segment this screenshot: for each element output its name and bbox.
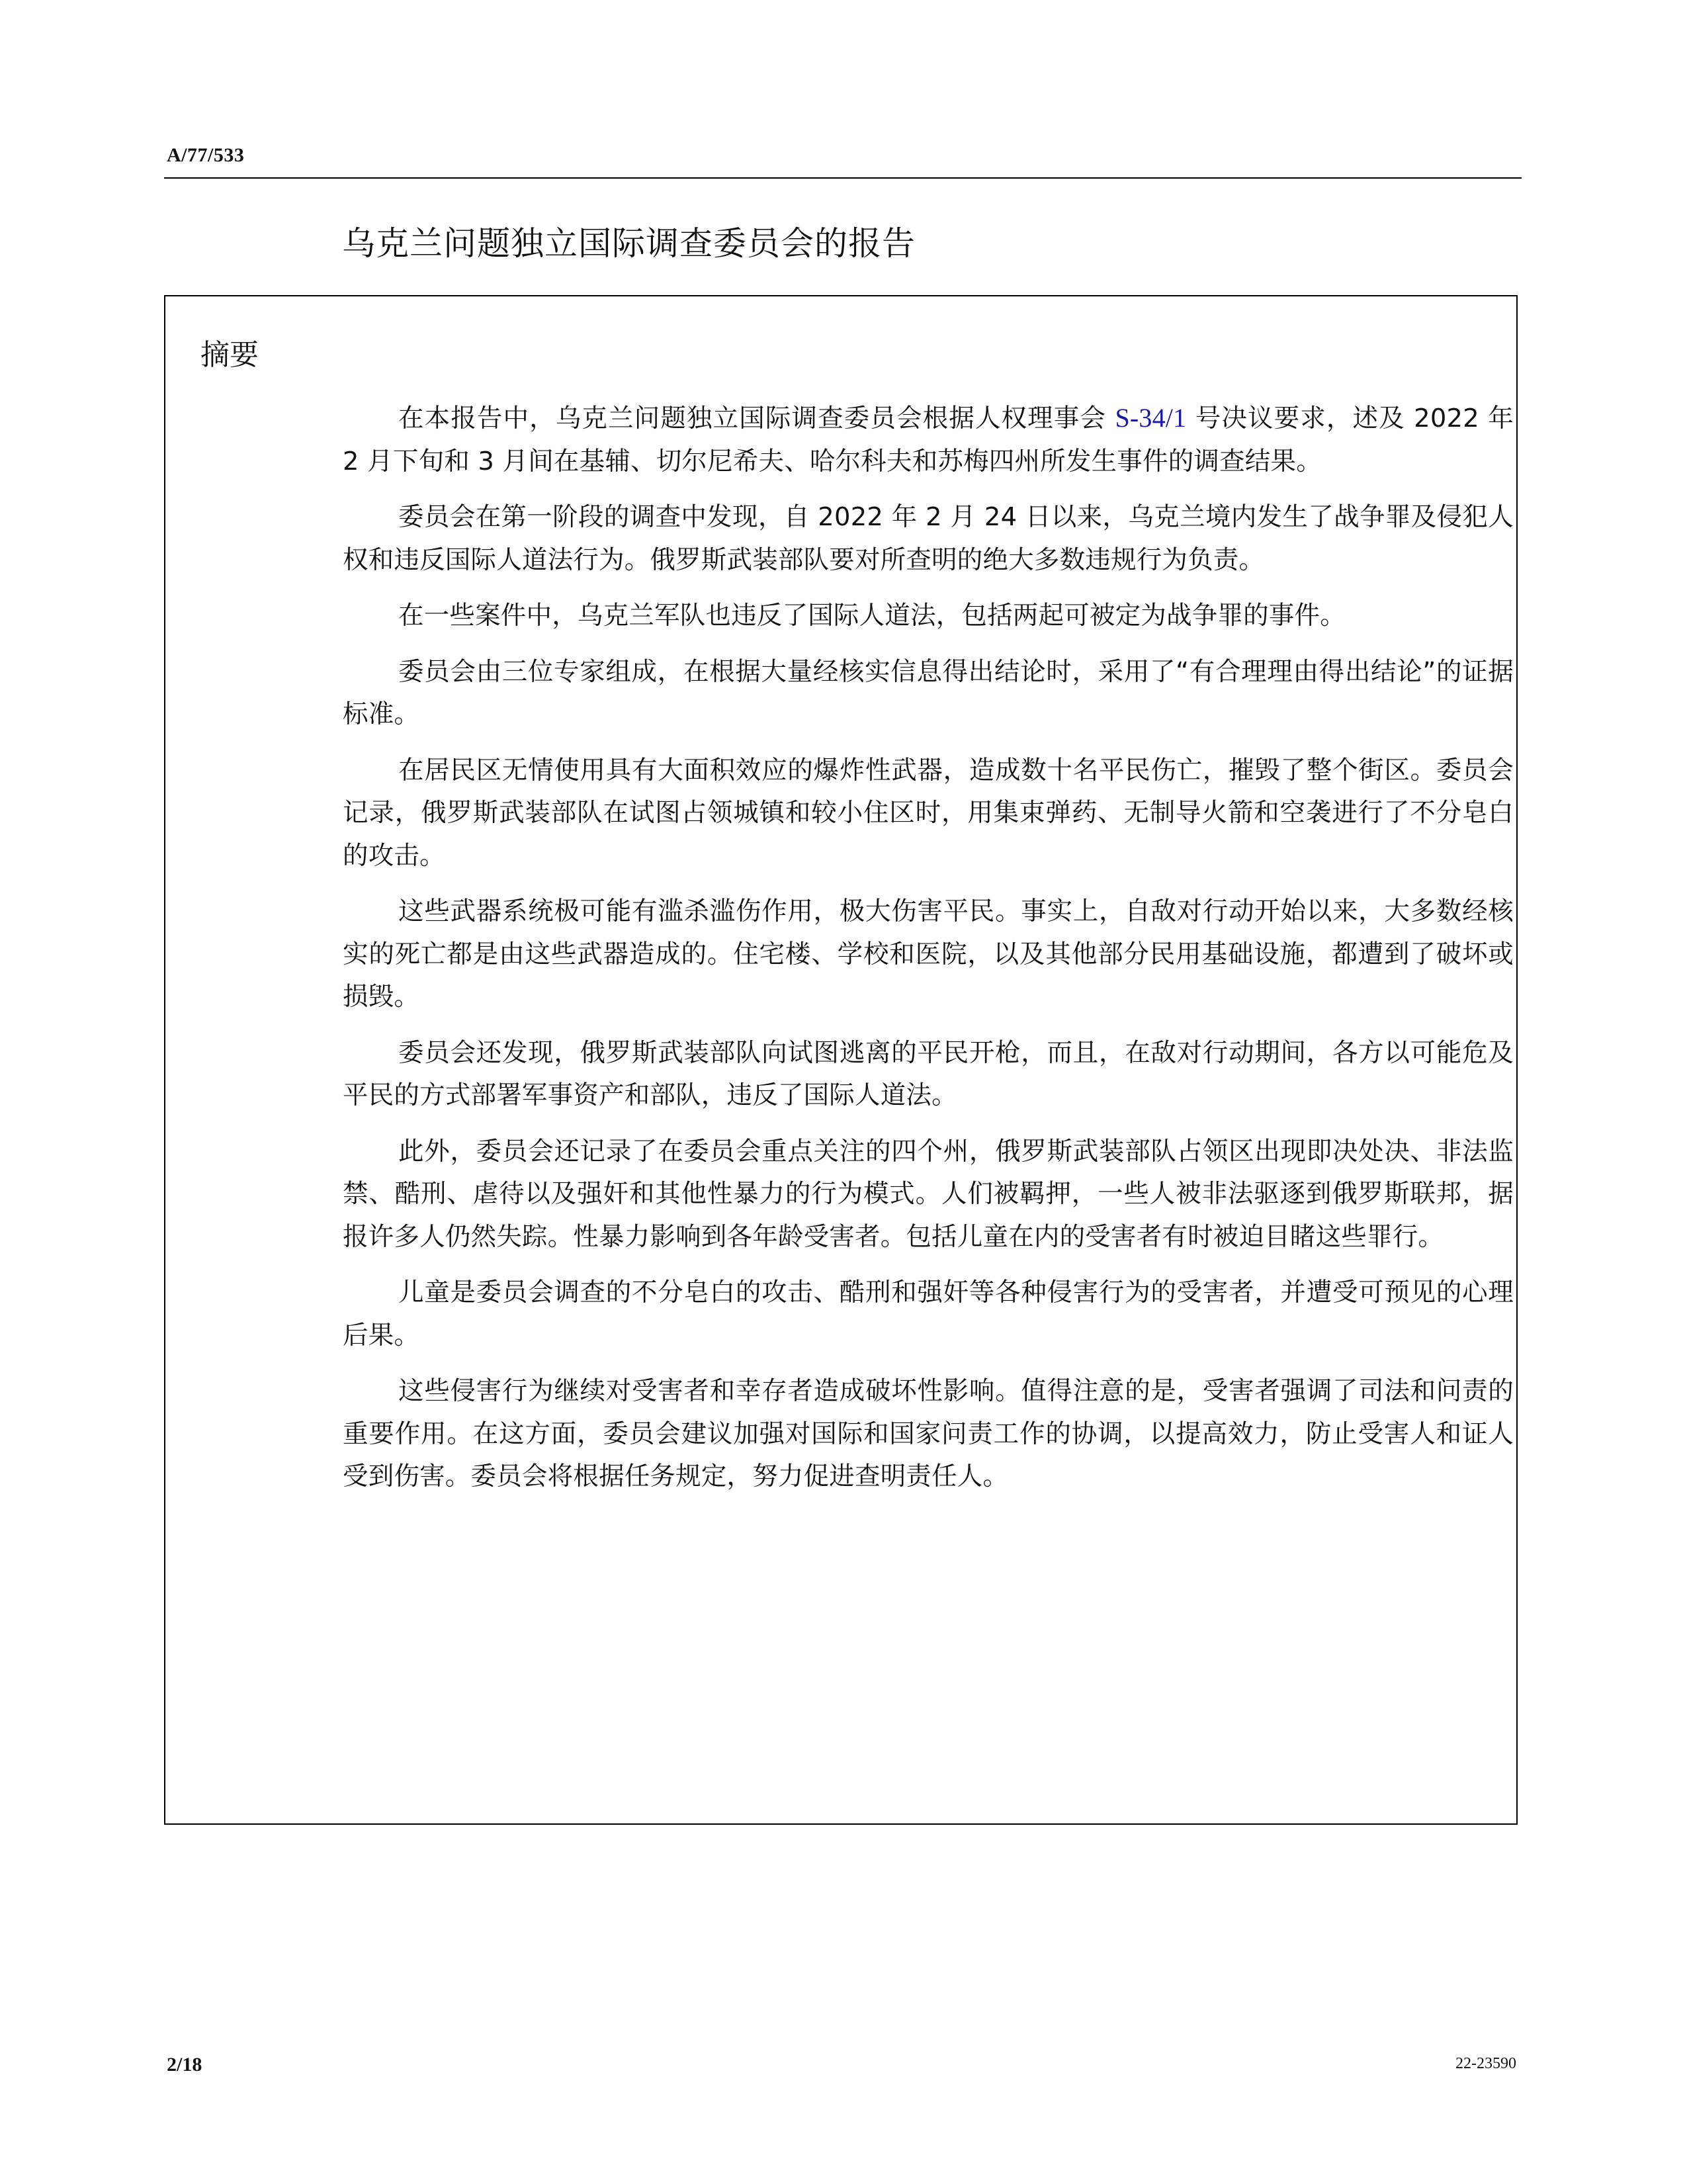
summary-paragraphs bbox=[343, 397, 1514, 1512]
summary-paragraph-2: 委员会在第一阶段的调查中发现，自 2022 年 2 月 24 日以来，乌克兰境内发生了战争罪及侵犯人权和违反国际人道法行为。俄罗斯武装部队要对所查明的绝大多数违规行为负责。 bbox=[343, 502, 1514, 575]
summary-paragraph-1 bbox=[343, 397, 1514, 483]
document-code: 22-23590 bbox=[1455, 2055, 1516, 2072]
summary-heading: 摘要 bbox=[200, 338, 259, 372]
summary-box bbox=[164, 295, 1518, 1825]
header-rule bbox=[164, 177, 1522, 179]
resolution-link[interactable]: S-34/1 bbox=[1115, 403, 1187, 433]
summary-paragraph-8: 此外，委员会还记录了在委员会重点关注的四个州，俄罗斯武装部队占领区出现即决处决、非法监禁、酷刑、虐待以及强奸和其他性暴力的行为模式。人们被羁押，一些人被非法驱逐到俄罗斯联邦，据报许多人仍然失踪。性暴力影响到各年龄受害者。包括儿童在内的受害者有时被迫目睹这些罪行。 bbox=[343, 1136, 1514, 1252]
paragraph-1-text-end: 号决议要求，述及 2022 年 2 月下旬和 3 月间在基辅、切尔尼希夫、哈尔科夫和苏梅四州所发生事件的调查结果。 bbox=[343, 404, 1514, 476]
summary-paragraph-6: 这些武器系统极可能有滥杀滥伤作用，极大伤害平民。事实上，自敌对行动开始以来，大多数经核实的死亡都是由这些武器造成的。住宅楼、学校和医院，以及其他部分民用基础设施，都遭到了破坏或损毁。 bbox=[343, 896, 1514, 1012]
summary-paragraph-10: 这些侵害行为继续对受害者和幸存者造成破坏性影响。值得注意的是，受害者强调了司法和问责的重要作用。在这方面，委员会建议加强对国际和国家问责工作的协调，以提高效力，防止受害人和证人受到伤害。委员会将根据任务规定，努力促进查明责任人。 bbox=[343, 1376, 1514, 1491]
summary-paragraph-3: 在一些案件中，乌克兰军队也违反了国际人道法，包括两起可被定为战争罪的事件。 bbox=[398, 601, 1346, 631]
summary-paragraph-5: 在居民区无情使用具有大面积效应的爆炸性武器，造成数十名平民伤亡，摧毁了整个街区。委员会记录，俄罗斯武装部队在试图占领城镇和较小住区时，用集束弹药、无制导火箭和空袭进行了不分皂白的攻击。 bbox=[343, 755, 1514, 871]
summary-paragraph-9: 儿童是委员会调查的不分皂白的攻击、酷刑和强奸等各种侵害行为的受害者，并遭受可预见的心理后果。 bbox=[343, 1278, 1514, 1350]
page-number: 2/18 bbox=[167, 2054, 202, 2075]
summary-paragraph-7: 委员会还发现，俄罗斯武装部队向试图逃离的平民开枪，而且，在敌对行动期间，各方以可能危及平民的方式部署军事资产和部队，违反了国际人道法。 bbox=[343, 1037, 1514, 1110]
paragraph-1-text-start: 在本报告中，乌克兰问题独立国际调查委员会根据人权理事会 bbox=[398, 404, 1107, 433]
summary-paragraph-4: 委员会由三位专家组成，在根据大量经核实信息得出结论时，采用了“有合理理由得出结论”的证据标准。 bbox=[343, 656, 1514, 729]
document-symbol: A/77/533 bbox=[167, 144, 245, 166]
report-title: 乌克兰问题独立国际调查委员会的报告 bbox=[342, 224, 916, 263]
